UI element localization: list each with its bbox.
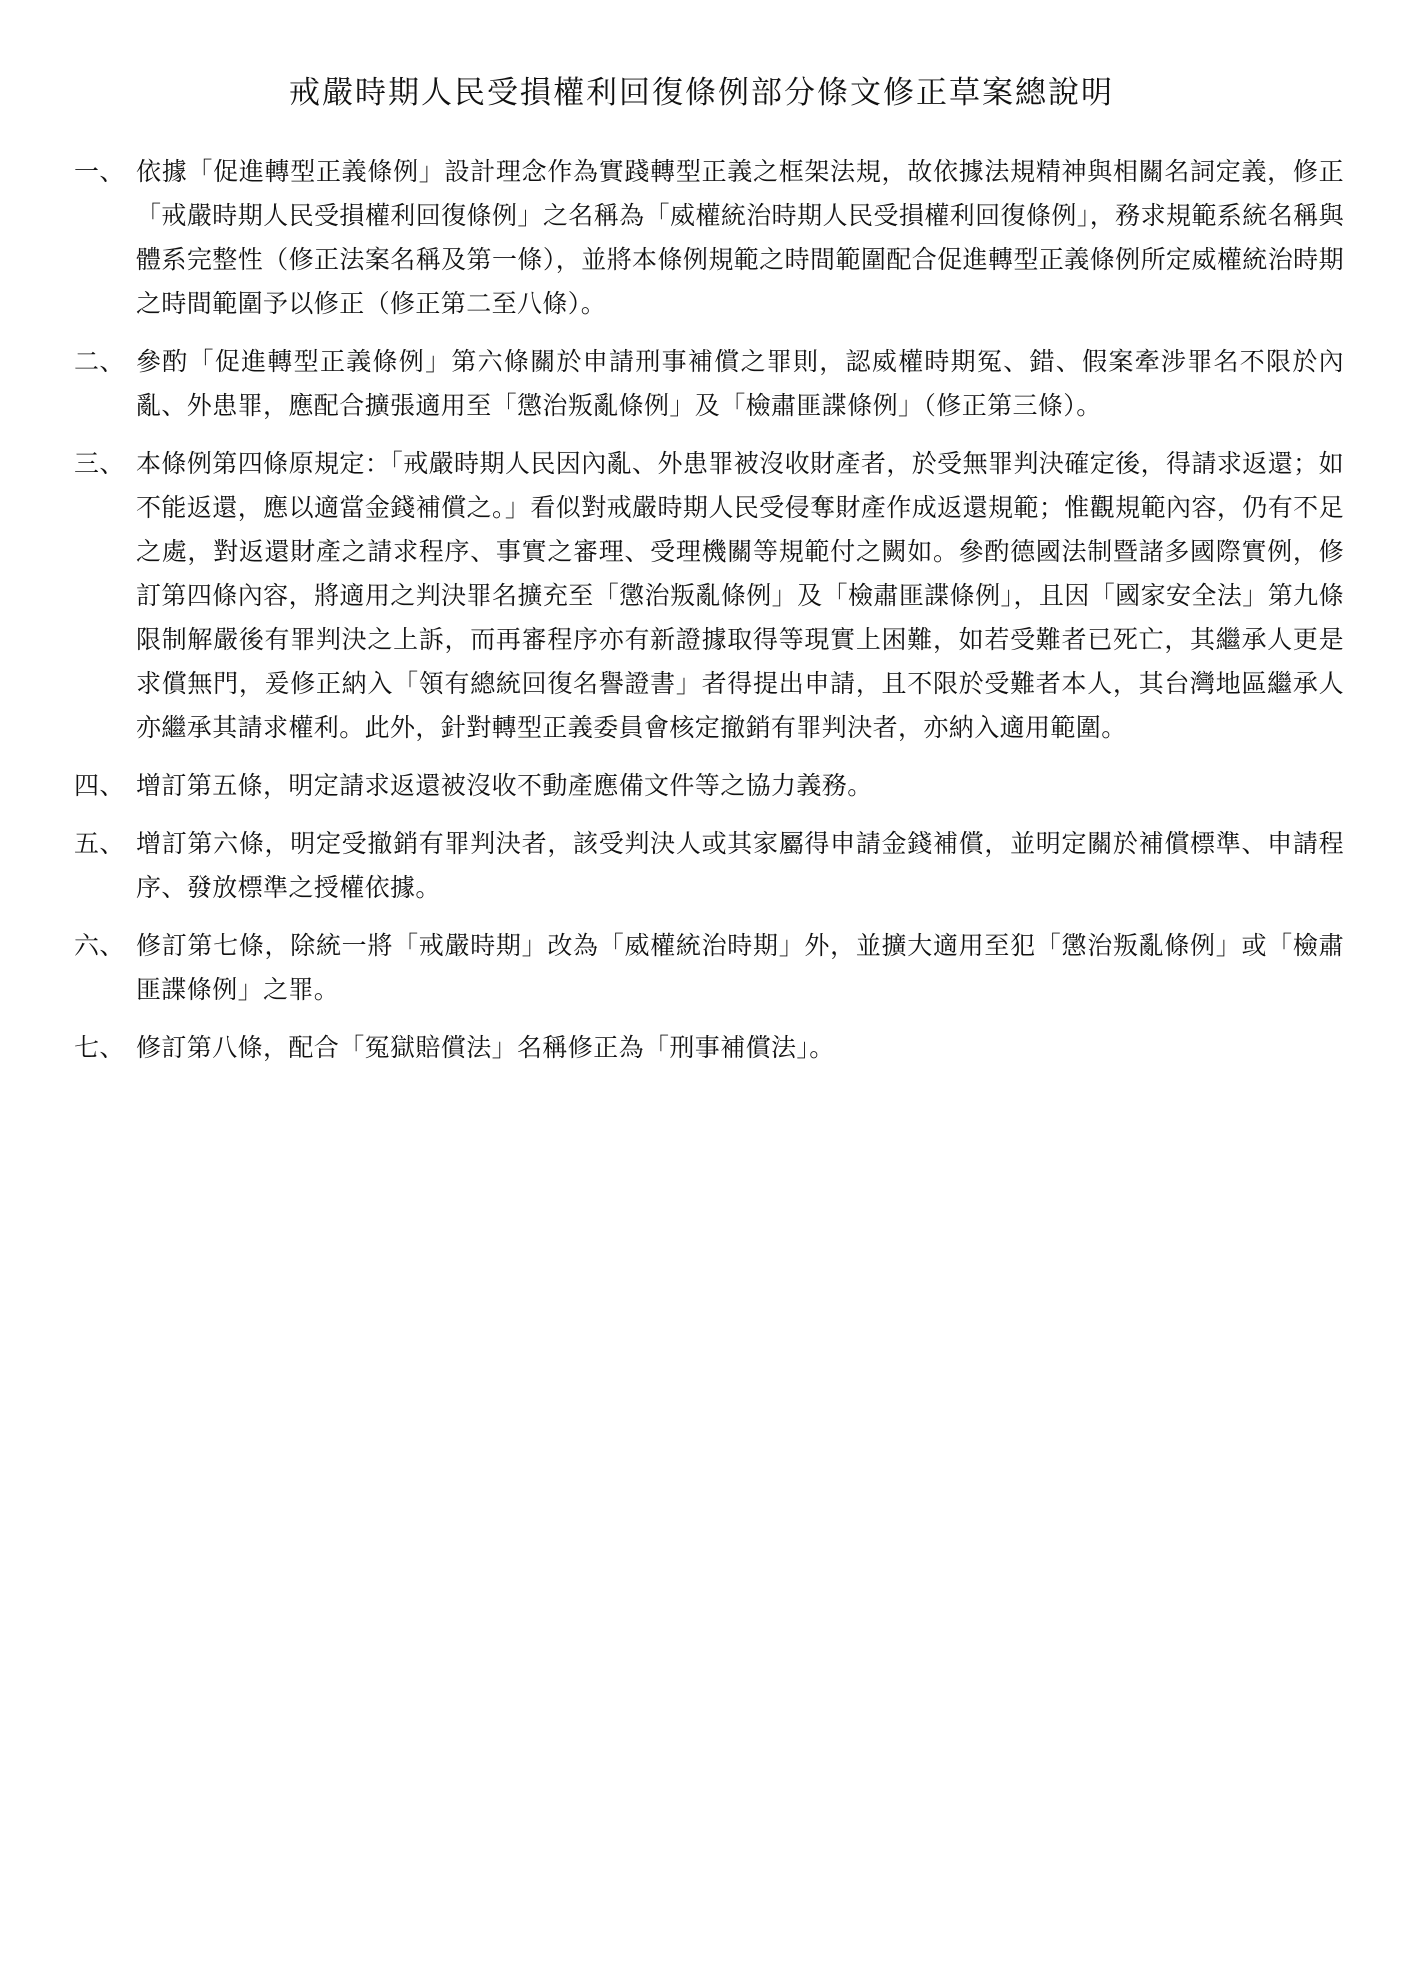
item-number: 一、 xyxy=(74,157,125,186)
item-number: 七、 xyxy=(74,1033,125,1062)
item-number: 六、 xyxy=(74,931,125,960)
document-title: 戒嚴時期人民受損權利回復條例部分條文修正草案總說明 xyxy=(289,75,1114,111)
list-item xyxy=(74,150,1344,326)
item-text: 本條例第四條原規定：「戒嚴時期人民因內亂、外患罪被沒收財產者，於受無罪判決確定後，得請求返還；如不能返還，應以適當金錢補償之。」看似對戒嚴時期人民受侵奪財產作成返還規範；惟觀規範內容，仍有不足之處，對返還財產之請求程序、事實之審理、受理機關等規範付之闕如。參酌德國法制暨諸多國際實例，修訂第四條內容，將適用之判決罪名擴充至「懲治叛亂條例」及「檢肅匪諜條例」，且因「國家安全法」第九條限制解嚴後有罪判決之上訴，而再審程序亦有新證據取得等現實上困難，如若受難者已死亡，其繼承人更是求償無門，爰修正納入「領有總統回復名譽證書」者得提出申請，且不限於受難者本人，其台灣地區繼承人亦繼承其請求權利。此外，針對轉型正義委員會核定撤銷有罪判決者，亦納入適用範圍。 xyxy=(136,449,1344,742)
list-item xyxy=(74,442,1344,750)
item-number: 二、 xyxy=(74,347,125,376)
item-text: 增訂第六條，明定受撤銷有罪判決者，該受判決人或其家屬得申請金錢補償，並明定關於補償標準、申請程序、發放標準之授權依據。 xyxy=(136,829,1344,902)
item-text: 依據「促進轉型正義條例」設計理念作為實踐轉型正義之框架法規，故依據法規精神與相關名詞定義，修正「戒嚴時期人民受損權利回復條例」之名稱為「威權統治時期人民受損權利回復條例」，務求規範系統名稱與體系完整性（修正法案名稱及第一條），並將本條例規範之時間範圍配合促進轉型正義條例所定威權統治時期之時間範圍予以修正（修正第二至八條）。 xyxy=(136,157,1344,318)
item-text: 修訂第七條，除統一將「戒嚴時期」改為「威權統治時期」外，並擴大適用至犯「懲治叛亂條例」或「檢肅匪諜條例」之罪。 xyxy=(136,931,1344,1004)
item-number: 五、 xyxy=(74,829,125,858)
item-number: 三、 xyxy=(74,449,125,478)
list-item xyxy=(74,822,1344,910)
list-item xyxy=(74,924,1344,1012)
item-number: 四、 xyxy=(74,771,125,800)
list-item xyxy=(74,340,1344,428)
item-text: 修訂第八條，配合「冤獄賠償法」名稱修正為「刑事補償法」。 xyxy=(136,1033,835,1062)
explanation-list xyxy=(74,150,1344,1084)
item-text: 增訂第五條，明定請求返還被沒收不動產應備文件等之協力義務。 xyxy=(136,771,873,800)
list-item xyxy=(74,764,1344,808)
item-text: 參酌「促進轉型正義條例」第六條關於申請刑事補償之罪則，認威權時期冤、錯、假案牽涉罪名不限於內亂、外患罪，應配合擴張適用至「懲治叛亂條例」及「檢肅匪諜條例」（修正第三條）。 xyxy=(136,347,1344,420)
list-item xyxy=(74,1026,1344,1070)
